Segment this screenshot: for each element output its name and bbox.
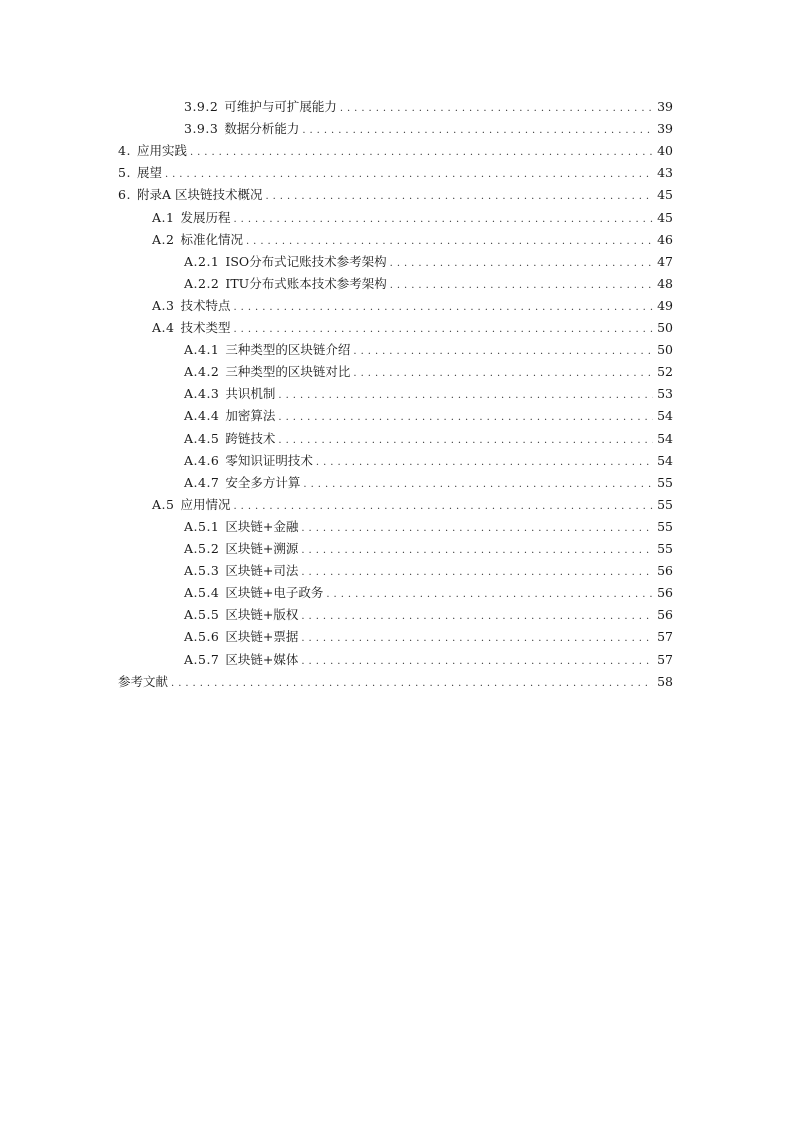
toc-dot-leader <box>278 407 653 429</box>
toc-entry[interactable] <box>184 273 673 295</box>
toc-entry[interactable] <box>184 361 673 383</box>
toc-dot-leader <box>233 297 653 319</box>
toc-entry[interactable] <box>184 538 673 560</box>
toc-entry-number: A.4.6 <box>184 452 220 468</box>
toc-entry[interactable] <box>184 251 673 273</box>
toc-entry-number: A.4.3 <box>184 386 220 402</box>
toc-entry-number: A.4 <box>152 320 175 335</box>
toc-entry[interactable] <box>152 207 673 229</box>
toc-entry-page-number: 39 <box>657 121 673 137</box>
toc-dot-leader <box>316 452 653 474</box>
toc-entry-number: A.2.1 <box>184 253 220 269</box>
toc-dot-leader <box>301 606 653 628</box>
toc-entry-number: A.5.1 <box>184 518 220 534</box>
toc-dot-leader <box>303 474 653 496</box>
toc-entry[interactable] <box>152 494 673 516</box>
toc-entry-page-number: 56 <box>657 607 673 623</box>
toc-dot-leader <box>340 98 653 120</box>
toc-entry-title: 附录A 区块链技术概况 <box>136 187 263 203</box>
toc-entry-page-number: 49 <box>657 297 673 313</box>
toc-dot-leader <box>301 628 653 650</box>
toc-entry-title: 区块链+版权 <box>225 607 299 623</box>
toc-entry-page-number: 45 <box>657 187 673 203</box>
toc-entry-number: 6. <box>118 187 131 203</box>
toc-entry-number: A.1 <box>152 209 175 225</box>
toc-entry-number: 3.9.2 <box>184 99 219 114</box>
toc-entry-title: 跨链技术 <box>225 430 276 446</box>
toc-dot-leader <box>233 319 653 341</box>
toc-entry-page-number: 48 <box>657 275 673 291</box>
toc-entry-title: 展望 <box>136 165 162 181</box>
toc-dot-leader <box>390 275 653 297</box>
toc-entry-page-number: 55 <box>657 474 673 490</box>
toc-dot-leader <box>353 363 653 385</box>
toc-entry-number: A.5.2 <box>184 541 220 556</box>
toc-entry[interactable] <box>118 162 673 184</box>
toc-dot-leader <box>246 231 653 253</box>
toc-entry[interactable] <box>184 118 673 140</box>
toc-entry[interactable] <box>184 428 673 450</box>
toc-entry-title: 技术类型 <box>180 320 231 335</box>
toc-entry[interactable] <box>184 560 673 582</box>
toc-entry[interactable] <box>184 626 673 648</box>
toc-entry-title: 加密算法 <box>225 408 276 424</box>
toc-entry-page-number: 55 <box>657 496 673 512</box>
toc-entry-page-number: 56 <box>657 563 673 579</box>
toc-entry-number: A.2.2 <box>184 275 220 291</box>
toc-entry[interactable] <box>152 295 673 317</box>
toc-entry-page-number: 47 <box>657 253 673 269</box>
toc-entry-title: 发展历程 <box>180 209 231 225</box>
toc-entry-page-number: 54 <box>657 452 673 468</box>
toc-dot-leader <box>265 186 653 208</box>
toc-entry-page-number: 56 <box>657 585 673 601</box>
toc-entry-number: A.5.7 <box>184 651 220 667</box>
toc-entry[interactable] <box>184 450 673 472</box>
toc-entry[interactable] <box>118 140 673 162</box>
toc-entry-title: 区块链+票据 <box>225 629 299 645</box>
toc-entry-number: 5. <box>118 165 131 181</box>
toc-entry[interactable] <box>184 339 673 361</box>
toc-dot-leader <box>390 253 653 275</box>
toc-entry-page-number: 57 <box>657 651 673 667</box>
toc-entry-number: A.4.4 <box>184 408 220 424</box>
toc-entry[interactable] <box>152 229 673 251</box>
toc-entry[interactable] <box>184 383 673 405</box>
toc-entry-page-number: 53 <box>657 386 673 402</box>
toc-entry-number: A.4.5 <box>184 430 220 446</box>
toc-entry-page-number: 58 <box>657 673 673 689</box>
toc-entry[interactable] <box>184 472 673 494</box>
toc-dot-leader <box>278 430 653 452</box>
toc-dot-leader <box>302 120 653 142</box>
toc-dot-leader <box>278 385 653 407</box>
toc-entry[interactable] <box>118 671 673 693</box>
toc-dot-leader <box>353 341 653 363</box>
toc-entry-number: A.3 <box>152 297 175 313</box>
toc-entry[interactable] <box>152 317 673 339</box>
toc-dot-leader <box>301 562 653 584</box>
toc-entry-number: A.5.5 <box>184 607 220 623</box>
toc-dot-leader <box>233 209 653 231</box>
toc-entry-page-number: 46 <box>657 231 673 247</box>
toc-entry-title: 零知识证明技术 <box>225 452 313 468</box>
toc-entry-page-number: 45 <box>657 209 673 225</box>
toc-entry-number: A.5.4 <box>184 585 220 601</box>
toc-entry-number: A.4.7 <box>184 474 220 490</box>
toc-entry-number: A.5.6 <box>184 629 220 645</box>
toc-entry[interactable] <box>118 184 673 206</box>
toc-entry-title: 标准化情况 <box>180 231 243 247</box>
toc-dot-leader <box>171 673 653 695</box>
toc-entry-number: A.5.3 <box>184 563 220 579</box>
toc-entry-page-number: 57 <box>657 629 673 645</box>
toc-entry-page-number: 55 <box>657 541 673 556</box>
toc-entry-title: 区块链+司法 <box>225 563 299 579</box>
toc-entry[interactable] <box>184 604 673 626</box>
toc-dot-leader <box>326 584 653 606</box>
toc-entry-title: ISO分布式记账技术参考架构 <box>225 253 387 269</box>
toc-entry-title: ITU分布式账本技术参考架构 <box>225 275 387 291</box>
toc-entry-page-number: 55 <box>657 518 673 534</box>
toc-entry-title: 区块链+电子政务 <box>225 585 324 601</box>
toc-entry-title: 安全多方计算 <box>225 474 301 490</box>
toc-dot-leader <box>301 651 653 673</box>
toc-entry-page-number: 52 <box>657 364 673 380</box>
toc-entry[interactable] <box>184 649 673 671</box>
toc-entry-title: 可维护与可扩展能力 <box>224 99 337 114</box>
toc-entry-title: 三种类型的区块链介绍 <box>225 342 351 358</box>
toc-entry-title: 应用实践 <box>136 143 187 159</box>
toc-entry[interactable] <box>184 96 673 118</box>
toc-dot-leader <box>165 164 653 186</box>
toc-entry-number: A.2 <box>152 231 175 247</box>
toc-entry-title: 区块链+金融 <box>225 518 299 534</box>
toc-entry-number: A.5 <box>152 496 175 512</box>
toc-entry-page-number: 43 <box>657 165 673 181</box>
toc-dot-leader <box>301 518 653 540</box>
toc-entry-page-number: 40 <box>657 143 673 159</box>
toc-entry-title: 共识机制 <box>225 386 276 402</box>
toc-dot-leader <box>233 496 653 518</box>
toc-entry[interactable] <box>184 405 673 427</box>
toc-entry-title: 参考文献 <box>118 673 169 689</box>
toc-entry-title: 技术特点 <box>180 297 231 313</box>
toc-entry[interactable] <box>184 582 673 604</box>
toc-entry-number: A.4.2 <box>184 364 220 380</box>
toc-entry-number: A.4.1 <box>184 342 220 358</box>
toc-entry-title: 区块链+溯源 <box>225 541 299 556</box>
toc-entry-page-number: 50 <box>657 320 673 335</box>
toc-entry-number: 4. <box>118 143 131 159</box>
toc-entry-page-number: 50 <box>657 342 673 358</box>
toc-entry-title: 应用情况 <box>180 496 231 512</box>
toc-entry-title: 数据分析能力 <box>224 121 300 137</box>
toc-dot-leader <box>301 540 653 562</box>
toc-dot-leader <box>190 142 653 164</box>
toc-entry-page-number: 39 <box>657 99 673 114</box>
toc-entry[interactable] <box>184 516 673 538</box>
toc-entry-number: 3.9.3 <box>184 121 219 137</box>
toc-entry-title: 三种类型的区块链对比 <box>225 364 351 380</box>
toc-entry-page-number: 54 <box>657 430 673 446</box>
toc-entry-page-number: 54 <box>657 408 673 424</box>
toc-entry-title: 区块链+媒体 <box>225 651 299 667</box>
